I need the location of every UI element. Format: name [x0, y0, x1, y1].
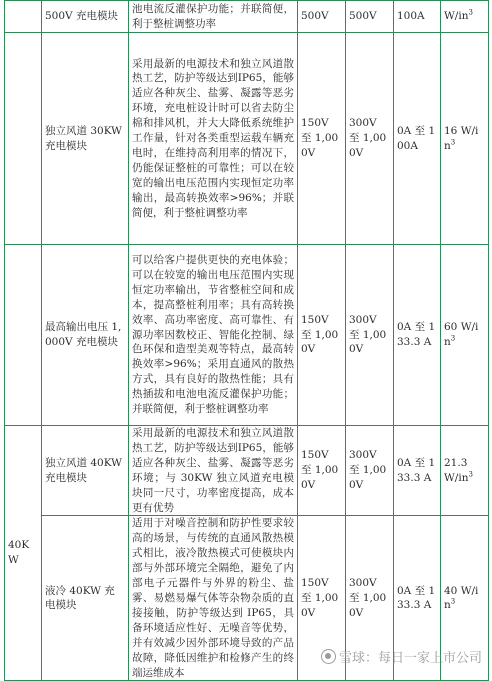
- current-range: 0A 至 133.3 A: [394, 516, 441, 681]
- module-description: 适用于对噪音控制和防护性要求较高的场景，与传统的直通风散热模式相比，液冷散热模式可使模块内部与外部环境完全隔绝，避免了内部电子元器件与外界的粉尘、盐雾、易燃易爆气体等杂物杂质的直接接触，防护等级达到 IP65，具备环境适应性好、无噪音等优势，并有效减少因外部环境导致的产品故障，降低因维护和检修产生的终端运维成本: [129, 516, 298, 681]
- output-voltage: 300V 至 1,000V: [346, 426, 394, 516]
- power-density: [441, 33, 489, 245]
- power-density-value: W/in: [444, 10, 469, 23]
- power-density: [441, 516, 489, 681]
- group-cell: [5, 245, 42, 426]
- spec-table: [4, 0, 489, 681]
- power-density: [441, 245, 489, 426]
- module-description: 池电流反灌保护功能；并联简便，利于整桩调整功率: [129, 1, 298, 33]
- output-voltage: 300V 至 1,000V: [346, 33, 394, 245]
- input-voltage: 150V 至 1,000V: [298, 426, 346, 516]
- power-density-value: 16 W/in: [444, 124, 479, 152]
- power-density-exponent: 3: [450, 138, 456, 146]
- table-row: [5, 1, 489, 33]
- power-density-value: 40 W/in: [444, 584, 479, 612]
- table-row: [5, 33, 489, 245]
- input-voltage: 150V 至 1,000V: [298, 33, 346, 245]
- output-voltage: 500V: [346, 1, 394, 33]
- power-density-value: 60 W/in: [444, 321, 479, 348]
- watermark-text: 雪球：每日一家上市公司: [338, 651, 482, 666]
- module-name: 液冷 40KW 充电模块: [42, 516, 129, 681]
- current-range: 0A 至 133.3 A: [394, 426, 441, 516]
- module-description: 采用最新的电源技术和独立风道散热工艺，防护等级达到IP65，能够适应各种灰尘、盐雾、凝露等恶劣环境；与 30KW 独立风道充电模块同一尺寸，功率密度提高，成本更有优势: [129, 426, 298, 516]
- input-voltage: 150V 至 1,000V: [298, 516, 346, 681]
- module-description: 采用最新的电源技术和独立风道散热工艺，防护等级达到IP65，能够适应各种灰尘、盐雾、凝露等恶劣环境，充电桩设计时可以省去防尘棉和排风机，并大大降低系统维护工作量，针对各类重型运载车辆充电时，在维持高利用率的情况下，仍能保证整桩的可靠性；可以在较宽的输出电压范围内实现恒定功率输出，最高转换效率>96%；并联简便，利于整桩调整功率: [129, 33, 298, 245]
- output-voltage: 300V 至 1,000V: [346, 245, 394, 426]
- power-density-exponent: 3: [450, 597, 456, 606]
- input-voltage: 500V: [298, 1, 346, 33]
- group-cell: 40KW: [5, 426, 42, 681]
- module-name: 独立风道 30KW 充电模块: [42, 33, 129, 245]
- group-cell: [5, 1, 42, 33]
- output-voltage: 300V 至 1,000V: [346, 516, 394, 681]
- module-name: 500V 充电模块: [42, 1, 129, 33]
- table-row: [5, 516, 489, 681]
- power-density: [441, 1, 489, 33]
- module-description: 可以给客户提供更快的充电体验；可以在较宽的输出电压范围内实现恒定功率输出，节省整桩空间和成本，提高整桩利用率；具有高转换效率、高功率密度、高可靠性、有源功率因数校正、智能化控制、绿色环保和造型美观等特点，最高转换效率>96%；采用直通风的散热方式，具有良好的散热性能；具有热插拔和电池电流反灌保护功能；并联简便，利于整桩调整功率: [129, 245, 298, 426]
- input-voltage: 150V 至 1,000V: [298, 245, 346, 426]
- power-density: [441, 426, 489, 516]
- table-row: [5, 426, 489, 516]
- power-density-exponent: 3: [450, 334, 456, 343]
- module-name: 独立风道 40KW 充电模块: [42, 426, 129, 516]
- power-density-value: 21.3 W/in: [444, 456, 469, 484]
- module-name: 最高输出电压 1,000V 充电模块: [42, 245, 129, 426]
- group-cell: [5, 33, 42, 245]
- table-row: [5, 245, 489, 426]
- current-range: 0A 至 100A: [394, 33, 441, 245]
- current-range: 0A 至 133.3 A: [394, 245, 441, 426]
- current-range: 100A: [394, 1, 441, 33]
- power-density-exponent: 3: [468, 470, 473, 479]
- power-density-exponent: 3: [468, 8, 473, 17]
